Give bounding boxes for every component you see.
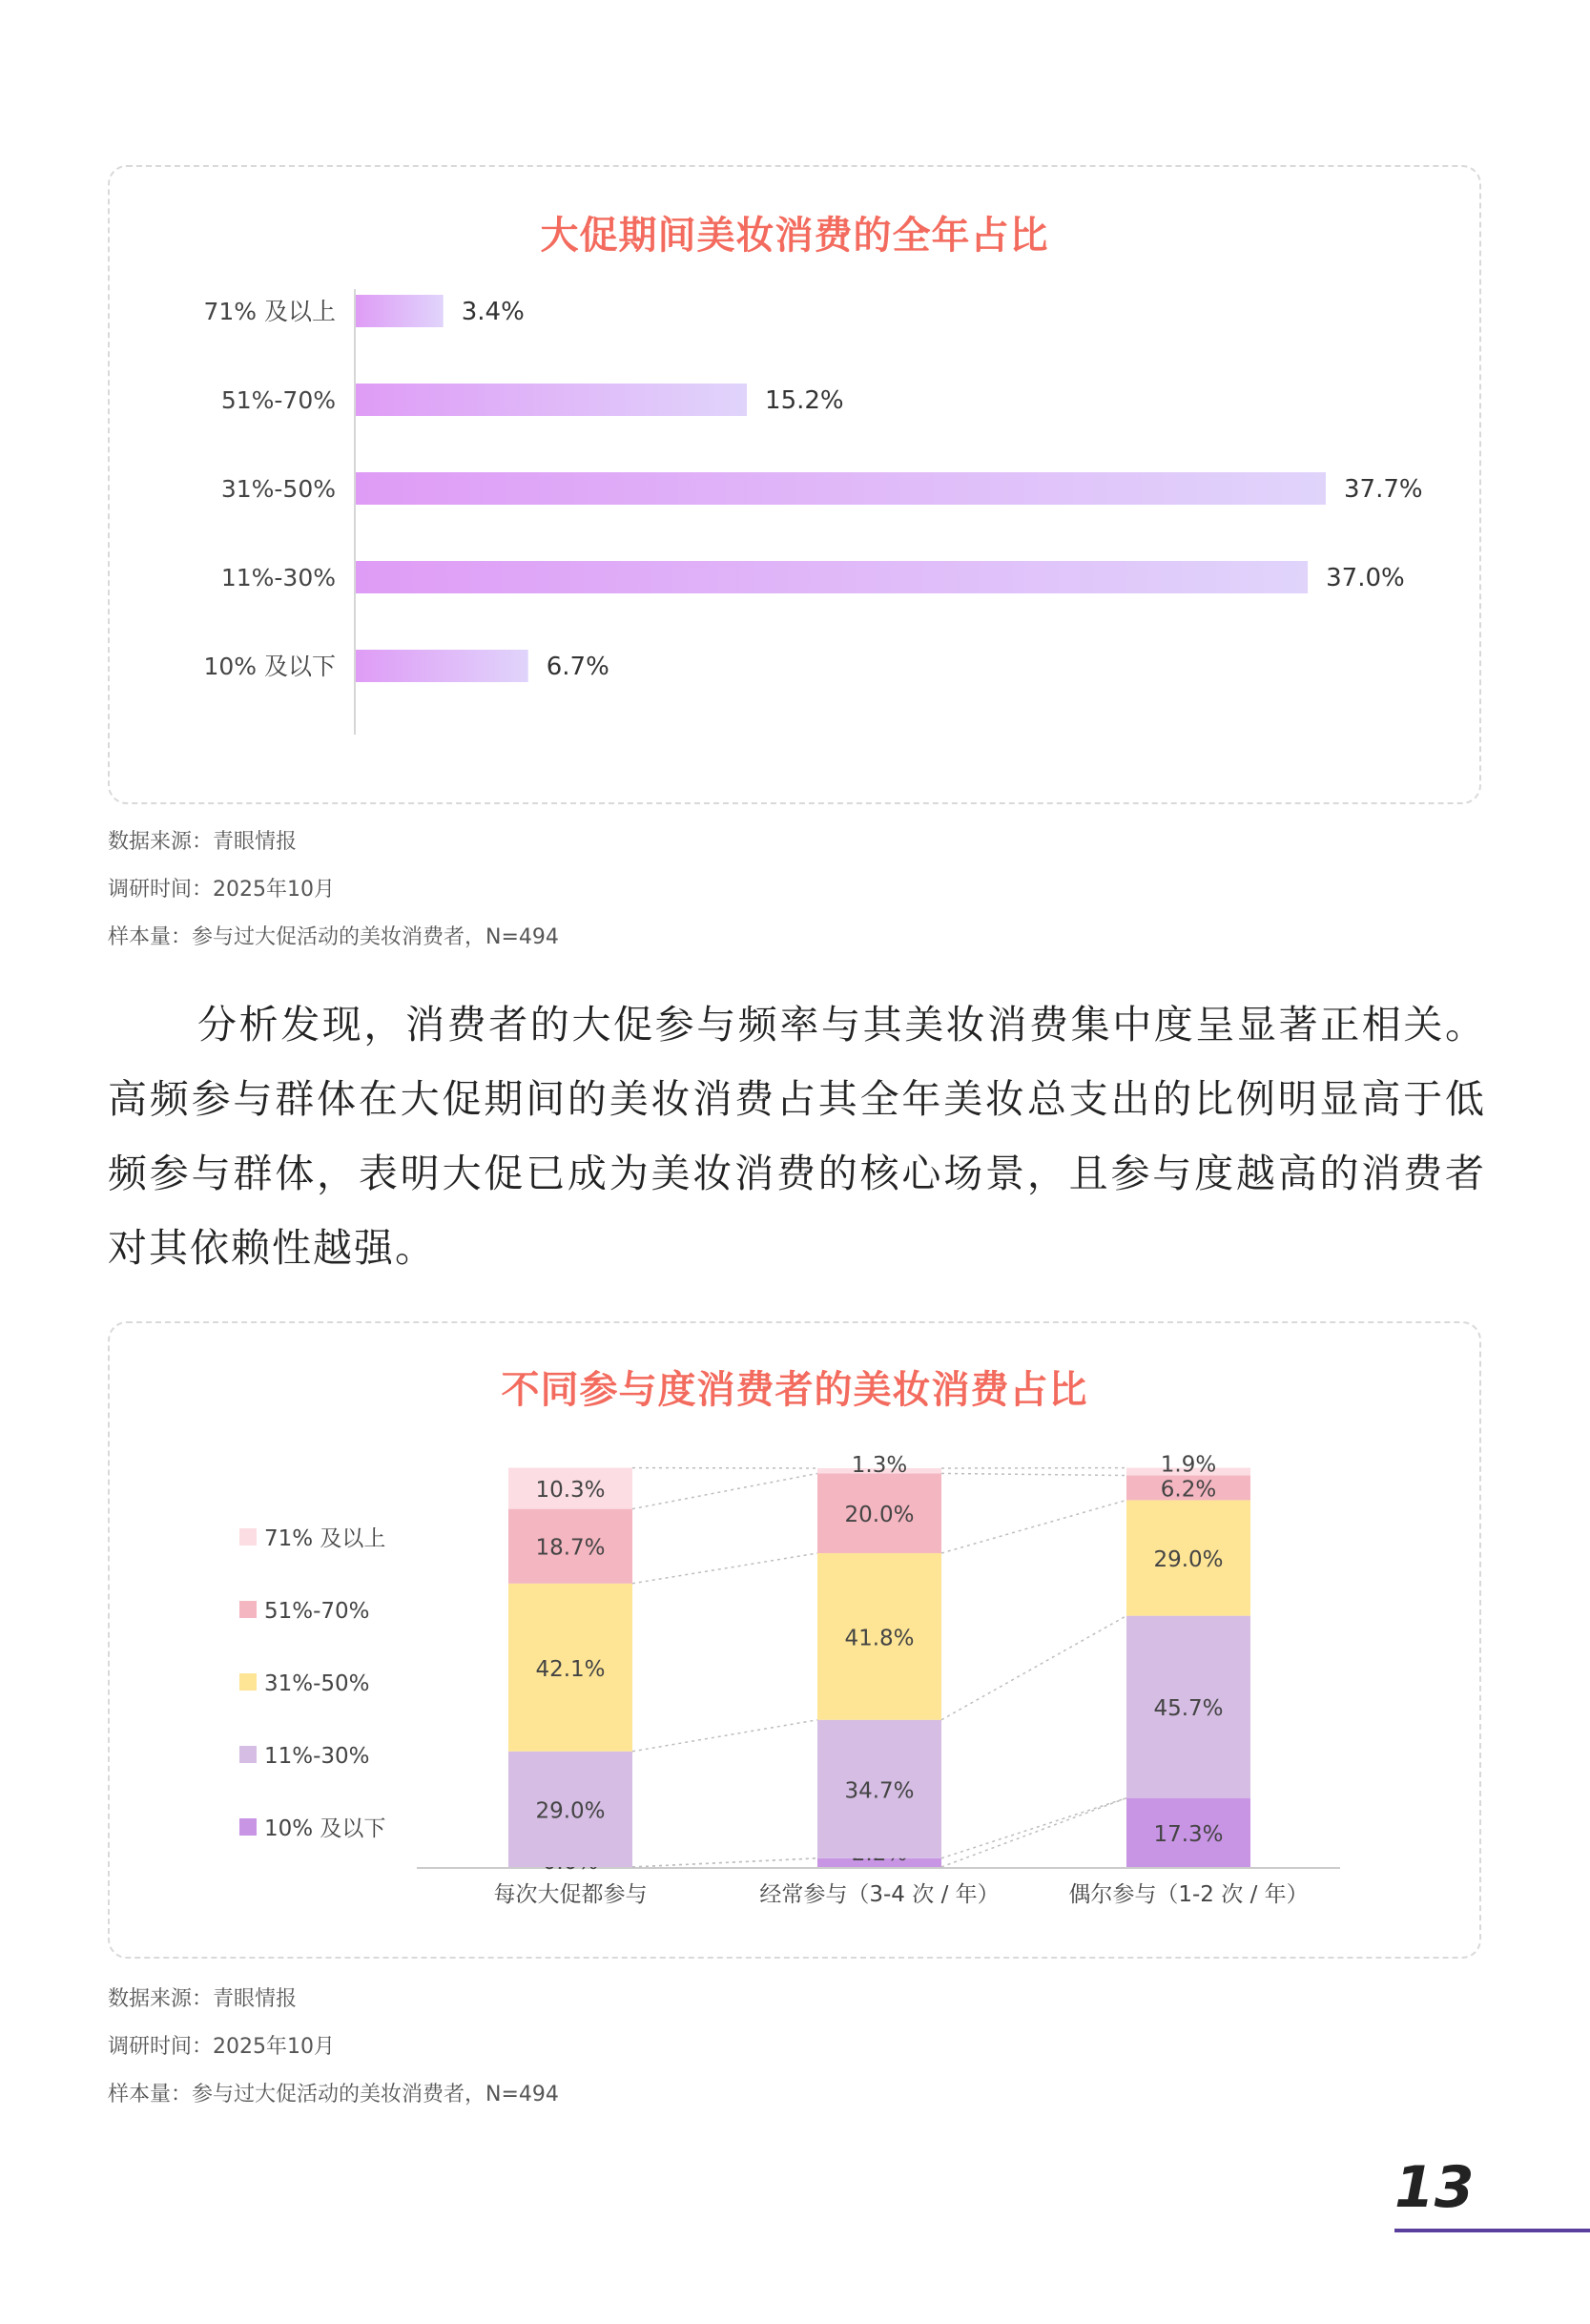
chart1-bar	[356, 561, 1308, 593]
chart2-value-label: 20.0%	[844, 1503, 915, 1528]
chart2-connector-line	[632, 1858, 817, 1867]
chart1-category-label: 10% 及以下	[203, 653, 336, 680]
chart2-connector-line	[941, 1473, 1126, 1475]
chart2-connector-line	[632, 1553, 817, 1584]
chart2-title: 不同参与度消费者的美妆消费占比	[501, 1368, 1088, 1412]
chart2-source-notes	[108, 1984, 559, 2127]
chart2-plot	[110, 1323, 1479, 1957]
chart1-bar	[356, 472, 1326, 505]
chart1-category-label: 11%-30%	[220, 564, 336, 591]
chart1-category-label: 71% 及以上	[203, 298, 336, 325]
chart1-bar	[356, 650, 528, 682]
chart2-value-label: 1.9%	[1160, 1452, 1217, 1478]
chart2-legend-label: 31%-50%	[264, 1671, 370, 1696]
chart1-bar	[356, 295, 444, 327]
chart1-value-label: 15.2%	[765, 386, 844, 415]
chart2-value-label: 18.7%	[535, 1535, 606, 1561]
chart1-value-label: 37.7%	[1344, 475, 1423, 504]
chart2-connector-line	[941, 1798, 1126, 1858]
chart1-source-notes	[108, 827, 559, 970]
analysis-paragraph: 分析发现，消费者的大促参与频率与其美妆消费集中度呈显著正相关。高频参与群体在大促期间的美妆消费占其全年美妆总支出的比例明显高于低频参与群体，表明大促已成为美妆消费的核心场景，且参与度越高的消费者对其依赖性越强。	[108, 1002, 1486, 1271]
chart2-value-label: 45.7%	[1153, 1696, 1224, 1722]
survey-time-text: 调研时间：2025年10月	[108, 2035, 335, 2059]
chart2-value-label: 17.3%	[1153, 1821, 1224, 1847]
chart2-value-label: 42.1%	[535, 1656, 606, 1682]
data-source-text: 数据来源：青眼情报	[108, 830, 298, 854]
page-number: 13	[1394, 2154, 1475, 2221]
chart2-value-label: 34.7%	[844, 1778, 915, 1804]
sample-size-text: 样本量：参与过大促活动的美妆消费者，N=494	[108, 2083, 559, 2106]
chart2-value-label: 29.0%	[535, 1798, 606, 1824]
chart2-value-label: 41.8%	[844, 1626, 915, 1651]
chart2-panel	[108, 1321, 1481, 1959]
chart1-value-label: 3.4%	[461, 298, 525, 326]
data-source-text: 数据来源：青眼情报	[108, 1987, 298, 2011]
chart2-category-label: 经常参与（3-4 次 / 年）	[759, 1882, 1000, 1907]
chart1-bar	[356, 384, 747, 416]
chart2-category-label: 偶尔参与（1-2 次 / 年）	[1068, 1882, 1309, 1907]
sample-size-text: 样本量：参与过大促活动的美妆消费者，N=494	[108, 925, 559, 949]
chart2-value-label: 1.3%	[851, 1453, 908, 1478]
chart2-legend-swatch	[239, 1818, 257, 1836]
page-number-rule	[1394, 2229, 1590, 2232]
chart1-title: 大促期间美妆消费的全年占比	[540, 214, 1049, 258]
chart2-legend-label: 51%-70%	[264, 1599, 370, 1624]
chart2-legend-swatch	[239, 1528, 257, 1546]
chart2-legend-label: 10% 及以下	[264, 1816, 386, 1841]
chart2-legend-swatch	[239, 1601, 257, 1618]
chart1-value-label: 37.0%	[1326, 564, 1405, 592]
chart2-connector-line	[941, 1616, 1126, 1720]
chart2-connector-line	[632, 1473, 817, 1508]
chart1-category-label: 31%-50%	[220, 475, 336, 503]
chart2-legend-label: 11%-30%	[264, 1744, 370, 1769]
chart1-panel	[108, 165, 1481, 804]
chart2-connector-line	[632, 1720, 817, 1752]
chart2-value-label: 10.3%	[535, 1478, 606, 1504]
chart2-category-label: 每次大促都参与	[493, 1882, 648, 1907]
chart2-legend-swatch	[239, 1673, 257, 1691]
survey-time-text: 调研时间：2025年10月	[108, 878, 335, 902]
chart2-connector-line	[941, 1500, 1126, 1553]
chart2-value-label: 29.0%	[1153, 1547, 1224, 1573]
chart1-value-label: 6.7%	[546, 653, 609, 681]
chart2-value-label: 6.2%	[1160, 1477, 1217, 1503]
chart1-category-label: 51%-70%	[220, 386, 336, 414]
chart2-legend-swatch	[239, 1746, 257, 1763]
chart2-connector-line	[941, 1798, 1126, 1867]
chart1-plot	[110, 167, 1479, 802]
chart2-legend-label: 71% 及以上	[264, 1526, 386, 1551]
